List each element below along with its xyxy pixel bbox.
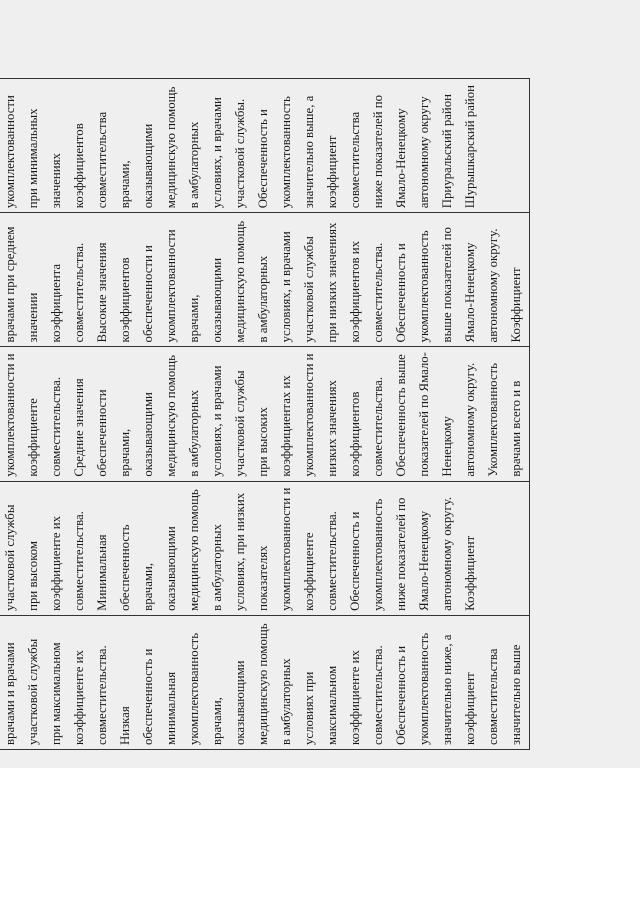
table-cell-5	[0, 79, 530, 213]
cell-text-2: участковой службы при высоком коэффициенте их совместительства. Минимальная обеспеченность врачами, оказывающими медицинскую помощь в амбулаторных условиях, при низких показателях укомплектованности и коэффициенте совместительства. Обеспеченность и укомплектованность ниже показателей по Ямало-Ненецкому автономному округу. Коэффициент	[3, 487, 477, 611]
table-cell-2	[0, 481, 530, 615]
cell-text-3: укомплектованности и коэффициенте совместительства. Средние значения обеспеченности врачами, оказывающими медицинскую помощь в амбулаторных условиях, и врачами участковой службы при высоких коэффициентах их укомплектованности и низких значениях коэффициентов совместительства. Обеспеченность выше показателей по Ямало-Ненецкому автономному округу. Укомплектованность врачами всего и в	[3, 352, 523, 477]
cell-text-1: врачами и врачами участковой службы при максимальном коэффициенте их совместительства. Низкая обеспеченность и минимальная укомплектованность врачами, оказывающими медицинскую помощь в амбулаторных условиях при максимальном коэффициенте их совместительства. Обеспеченность и укомплектованность значительно ниже, а коэффициент совместительства значительно выше	[3, 623, 523, 745]
rotated-content	[3, 78, 530, 750]
table-row	[0, 79, 530, 750]
cell-text-5: укомплектованности при минимальных значениях коэффициентов совместительства врачами, оказывающими медицинскую помощь в амбулаторных условиях, и врачами участковой службы. Обеспеченность и укомплектованность значительно выше, а коэффициент совместительства ниже показателей по Ямало-Ненецкому автономному округу Приуральский район Шурышкарский район	[3, 85, 477, 209]
table-cell-4	[0, 213, 530, 347]
table-cell-3	[0, 347, 530, 481]
table-cell-1	[0, 615, 530, 749]
classification-table	[0, 78, 530, 750]
cell-text-4: врачами при среднем значении коэффициента совместительства. Высокие значения коэффициентов обеспеченности и укомплектованности врачами, оказывающими медицинскую помощь в амбулаторных условиях, и врачами участковой службы при низких значениях коэффициентов их совместительства. Обеспеченность и укомплектованность выше показателей по Ямало-Ненецкому автономному округу. Коэффициент	[3, 220, 523, 343]
